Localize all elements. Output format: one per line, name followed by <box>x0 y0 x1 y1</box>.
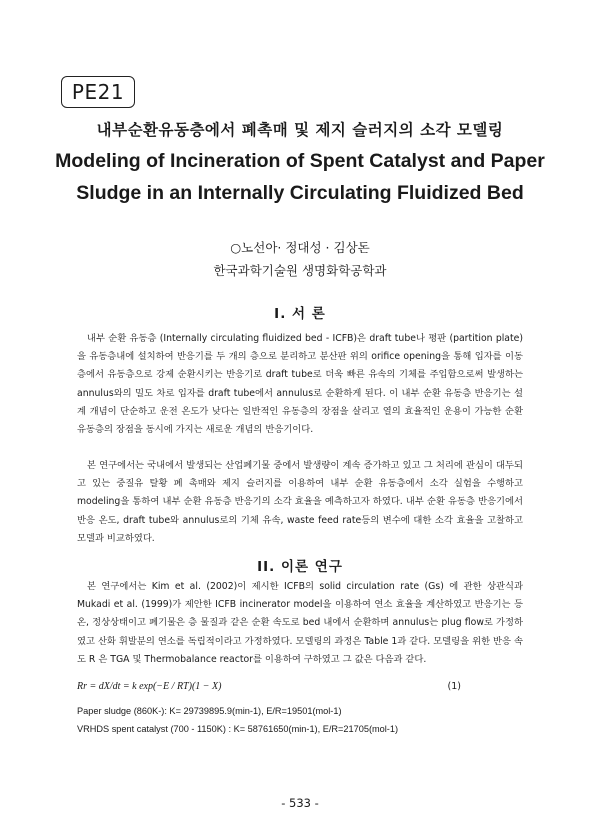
spent-catalyst-kinetics: VRHDS spent catalyst (700 - 1150K) : K= 58761650(min-1), E/R=21705(mol-1) <box>77 724 399 734</box>
english-title-line-2: Sludge in an Internally Circulating Fluidized Bed <box>76 182 524 204</box>
rate-equation-text: Rr = dX/dt = k exp(−E / RT)(1 − X) <box>77 681 222 692</box>
introduction-paragraph-1: 내부 순환 유동층 (Internally circulating fluidized bed - ICFB)은 draft tube나 평판 (partition plate)을 유동층내에 설치하여 반응기를 두 개의 층으로 분리하고 분산판 위의 orifice opening을 통해 입자를 이동 층에서 유동층으로 강제 순환시키는 반응기로 draft tube로 더욱 빠른 유속의 기체를 주입함으로써 발생하는 annulus와의 밀도 차로 입자를 draft tube에서 annulus로 순환하게 된다. 이 내부 순환 유동층 반응기는 설계 개념이 단순하고 운전 온도가 낮다는 일반적인 유동층의 장점을 살리고 열의 효율적인 운용이 가능한 순환 유동층의 장점을 동시에 가지는 새로운 개념의 반응기이다. <box>77 333 523 436</box>
affiliation: 한국과학기술원 생명화학공학과 <box>213 263 387 278</box>
section-heading-theory: II. 이론 연구 <box>257 559 343 575</box>
rate-equation <box>77 677 523 699</box>
section-heading-introduction: I. 서 론 <box>274 306 326 322</box>
korean-title: 내부순환유동층에서 폐촉매 및 제지 슬러지의 소각 모델링 <box>96 121 504 139</box>
authors: ○노선아· 정대성 · 김상돈 <box>230 240 370 255</box>
page-number: - 533 - <box>281 796 319 810</box>
english-title-line-1: Modeling of Incineration of Spent Catalyst and Paper <box>55 150 545 172</box>
paper-sludge-kinetics: Paper sludge (860K-): K= 29739895.9(min-1), E/R=19501(mol-1) <box>77 706 342 716</box>
introduction-paragraph-2: 본 연구에서는 국내에서 발생되는 산업폐기물 중에서 발생량이 계속 증가하고 있고 그 처리에 관심이 대두되고 있는 중질유 탈황 폐 촉매와 제지 슬러지를 이용하여 내부 순환 유동층에서 소각 실험을 수행하고 modeling을 통하여 내부 순환 유동층 반응기의 소각 효율을 예측하고자 하였다. 내부 순환 유동층 반응기에서 반응 온도, draft tube와 annulus로의 기체 유속, waste feed rate등의 변수에 대한 소각 효율을 고찰하고 모델과 비교하였다. <box>77 460 523 544</box>
paper-code-badge: PE21 <box>61 76 135 108</box>
theory-paragraph: 본 연구에서는 Kim et al. (2002)이 제시한 ICFB의 solid circulation rate (Gs) 에 관한 상관식과 Mukadi et al. (1999)가 제안한 ICFB incinerator model을 이용하여 연소 효율을 계산하였고 반응기는 등온, 정상상태이고 폐기물은 층 물질과 같은 순환 속도로 bed 내에서 순환하며 annulus는 plug flow로 가정하였고 산화 휘발분의 연소를 독립적이라고 가정하였다. 모델링의 과정은 Table 1과 같다. 모델링을 위한 반응 속도 R 은 TGA 및 Thermobalance reactor를 이용하여 구하였고 그 값은 다음과 같다. <box>77 581 523 665</box>
equation-number: (1) <box>447 681 461 692</box>
